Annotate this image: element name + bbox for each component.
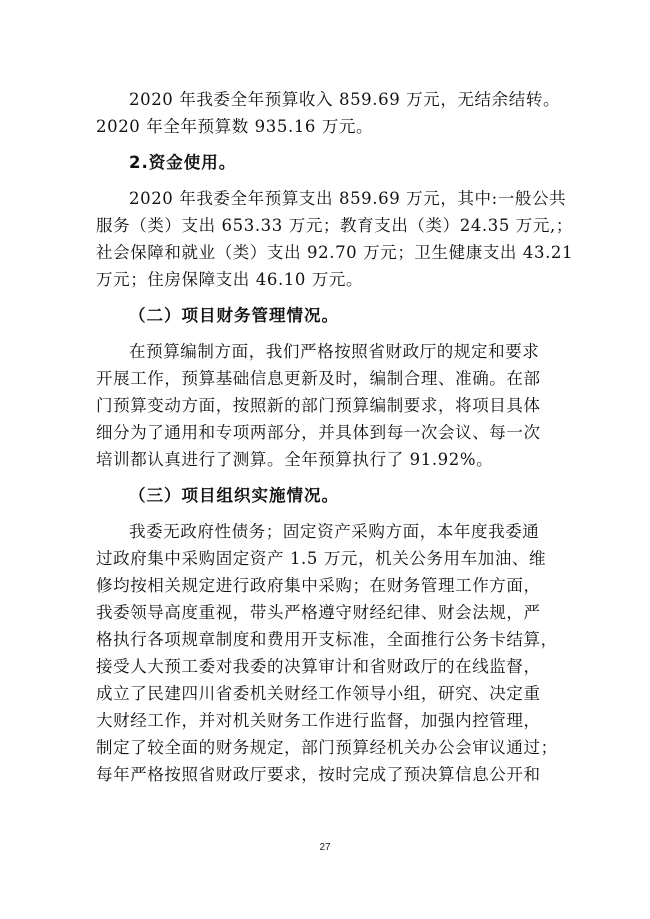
heading-text: （三）项目组织实施情况。	[129, 486, 339, 505]
paragraph-line: 每年严格按照省财政厅要求，按时完成了预决算信息公开和	[96, 765, 541, 784]
paragraph-line: 我委无政府性债务；固定资产采购方面，本年度我委通	[129, 522, 540, 541]
paragraph-line: 在预算编制方面，我们严格按照省财政厅的规定和要求	[129, 342, 540, 361]
body-paragraph	[96, 86, 561, 140]
section-heading	[96, 302, 561, 329]
body-paragraph	[96, 338, 561, 473]
paragraph-line: 2020 年我委全年预算收入 859.69 万元，无结余结转。	[129, 90, 561, 109]
heading-text: （二）项目财务管理情况。	[129, 306, 339, 325]
body-paragraph	[96, 185, 574, 293]
paragraph-line: 开展工作，预算基础信息更新及时，编制合理、准确。在部	[96, 369, 541, 388]
page-number: 27	[319, 842, 331, 853]
paragraph-line: 2020 年我委全年预算支出 859.69 万元，其中:一般公共	[129, 189, 567, 208]
paragraph-line: 社会保障和就业（类）支出 92.70 万元；卫生健康支出 43.21	[96, 243, 574, 262]
section-heading	[96, 482, 561, 509]
paragraph-line: 制定了较全面的财务规定，部门预算经机关办公会审议通过；	[96, 738, 558, 757]
paragraph-line: 过政府集中采购固定资产 1.5 万元，机关公务用车加油、维	[96, 549, 547, 568]
paragraph-line: 大财经工作，并对机关财务工作进行监督，加强内控管理，	[96, 711, 541, 730]
paragraph-line: 我委领导高度重视，带头严格遵守财经纪律、财会法规，严	[96, 603, 541, 622]
paragraph-line: 成立了民建四川省委机关财经工作领导小组，研究、决定重	[96, 684, 541, 703]
paragraph-line: 格执行各项规章制度和费用开支标准，全面推行公务卡结算，	[96, 630, 558, 649]
paragraph-line: 门预算变动方面，按照新的部门预算编制要求，将项目具体	[96, 396, 541, 415]
paragraph-line: 服务（类）支出 653.33 万元；教育支出（类）24.35 万元,；	[96, 216, 573, 235]
document-body	[96, 86, 574, 797]
paragraph-line: 培训都认真进行了测算。全年预算执行了 91.92%。	[96, 450, 494, 469]
paragraph-line: 2020 年全年预算数 935.16 万元。	[96, 117, 374, 136]
section-heading	[96, 149, 561, 176]
body-paragraph	[96, 518, 561, 788]
paragraph-line: 万元；住房保障支出 46.10 万元。	[96, 270, 364, 289]
heading-text: 2.资金使用。	[129, 153, 237, 172]
paragraph-line: 接受人大预工委对我委的决算审计和省财政厅的在线监督，	[96, 657, 541, 676]
paragraph-line: 修均按相关规定进行政府集中采购；在财务管理工作方面，	[96, 576, 541, 595]
paragraph-line: 细分为了通用和专项两部分，并具体到每一次会议、每一次	[96, 423, 541, 442]
